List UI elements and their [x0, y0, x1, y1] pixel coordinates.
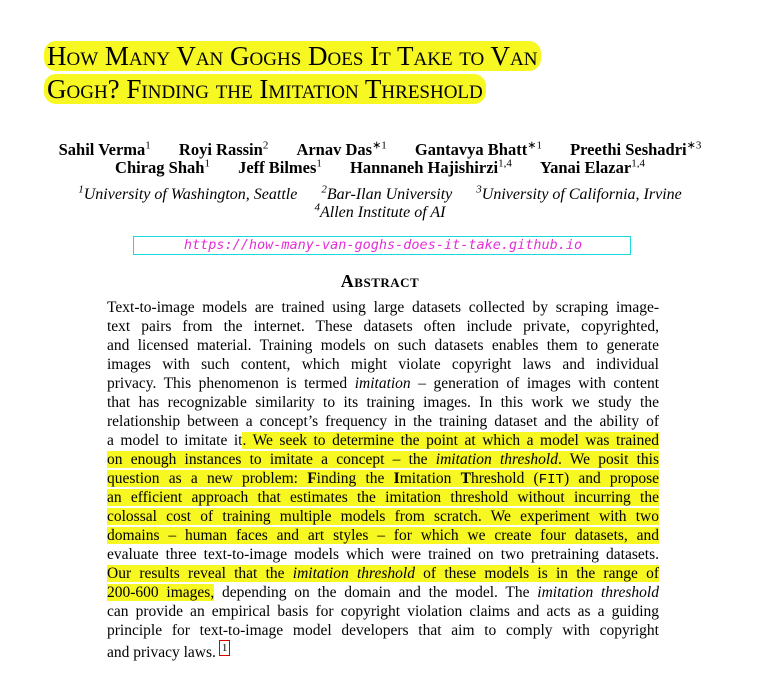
paper-title: [44, 40, 744, 106]
highlight: question as a new problem: Finding the Imitation Threshold (FIT) and propose: [107, 470, 659, 488]
highlight: 200-600 images,: [107, 584, 215, 601]
author: Royi Rassin$^2$: [178, 139, 269, 159]
highlight: on enough instances to imitate a concept – the imitation threshold. We posit this: [107, 451, 660, 468]
highlight: an efficient approach that estimates the imitation threshold without incurring the: [107, 489, 659, 506]
author: Preethi Seshadri$^{∗3}$: [570, 139, 702, 159]
abstract-heading: Abstract: [340, 271, 420, 291]
abstract-line: that has recognizable similarity to its training images. In this work we study the: [107, 394, 659, 411]
abstract-line: and licensed material. Training models on such datasets enables them to generate: [107, 337, 659, 354]
abstract-line: evaluate three text-to-image models which were trained on two pretraining datasets.: [107, 546, 659, 563]
abstract-line: images with such content, which might violate copyright laws and individual: [107, 356, 659, 373]
authors-row-2: [0, 157, 760, 178]
abstract-body: [107, 298, 660, 662]
abstract-line: principle for text-to-image model developers that aim to comply with copyright: [107, 622, 659, 639]
abstract-line: [107, 488, 659, 507]
abstract-line: [107, 469, 659, 488]
author: Yanai Elazar$^{1,4}$: [540, 157, 645, 177]
title-line-1: How Many Van Goghs Does It Take to Van: [44, 41, 541, 71]
affiliation: $^4$Allen Institute of AI: [314, 202, 446, 222]
affiliation: $^2$Bar-Ilan University: [321, 184, 453, 204]
highlight: colossal cost of training multiple models from scratch. We experiment with two: [107, 508, 659, 525]
highlight: Our results reveal that the imitation threshold of these models is in the range of: [107, 565, 659, 582]
highlight: domains – human faces and art styles – for which we create four datasets, and: [107, 527, 659, 544]
footnote-link[interactable]: 1: [219, 640, 231, 656]
abstract-line: can provide an empirical basis for copyright violation claims and acts as a guiding: [107, 603, 659, 620]
author: Gantavya Bhatt$^{∗1}$: [414, 139, 542, 159]
abstract-line: [107, 526, 659, 545]
abstract-line: Text-to-image models are trained using large datasets collected by scraping image-: [107, 299, 659, 316]
abstract-line: [107, 564, 659, 583]
title-line-2: Gogh? Finding the Imitation Threshold: [44, 74, 486, 104]
abstract-line: relationship between a concept’s frequency in the training dataset and the ability of: [107, 413, 659, 430]
affiliation: $^3$University of California, Irvine: [476, 184, 682, 204]
abstract-line: 200-600 images, depending on the domain and the model. The imitation threshold: [107, 584, 659, 601]
author: Hannaneh Hajishirzi$^{1,4}$: [350, 157, 512, 177]
affiliations-row-2: [0, 202, 760, 222]
abstract-line: privacy. This phenomenon is termed imitation – generation of images with content: [107, 375, 659, 392]
abstract-line: and privacy laws. 1: [107, 640, 659, 659]
project-url-link[interactable]: https://how-many-van-goghs-does-it-take.github.io: [183, 237, 583, 253]
author: Chirag Shah$^1$: [115, 157, 210, 177]
author: Jeff Bilmes$^1$: [238, 157, 322, 177]
abstract-line: [107, 450, 659, 469]
highlight: . We seek to determine the point at which a model was trained: [242, 432, 659, 449]
affiliation: $^1$University of Washington, Seattle: [78, 184, 298, 204]
abstract-line: [107, 507, 659, 526]
author: Sahil Verma$^1$: [58, 139, 151, 159]
abstract-line: text pairs from the internet. These datasets often include private, copyrighted,: [107, 318, 659, 335]
author: Arnav Das$^{∗1}$: [296, 139, 387, 159]
abstract-line: a model to imitate it. We seek to determine the point at which a model was trained: [107, 432, 659, 449]
